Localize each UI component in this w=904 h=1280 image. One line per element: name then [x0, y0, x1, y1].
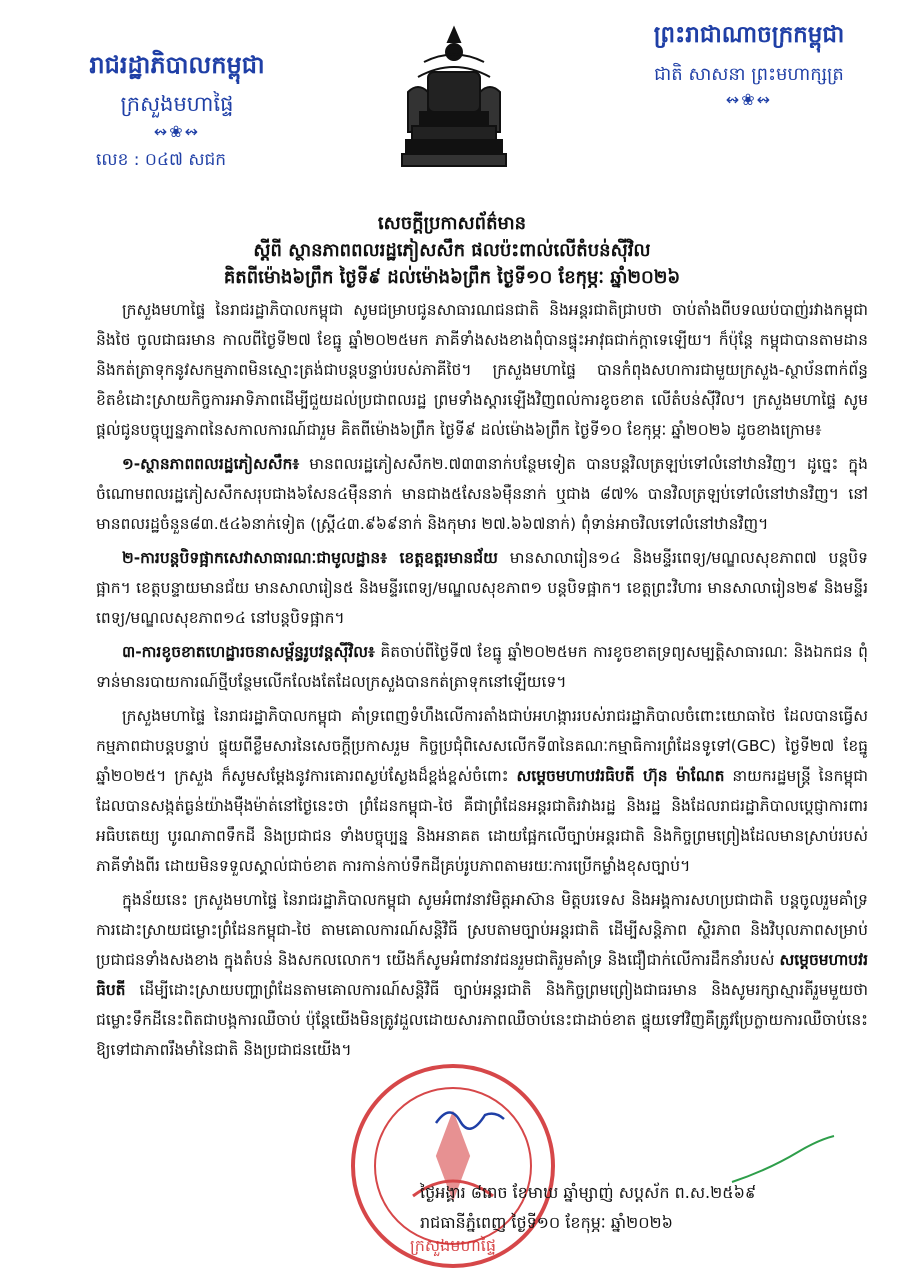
royal-arms-emblem-icon: [398, 22, 510, 172]
government-name: រាជរដ្ឋាភិបាលកម្ពុជា: [89, 51, 265, 79]
title-line-2: ស្តីពី ស្ថានភាពពលរដ្ឋភៀសសឹក ផលប៉ះពាល់លើតំបន់ស៊ីវិល: [253, 240, 651, 261]
section-3-heading: ៣-ការខូចខាតហេដ្ឋារចនាសម្ព័ន្ធរូបវន្តស៊ីវិល៖: [122, 643, 375, 661]
ministry-name: ក្រសួងមហាផ្ទៃ: [120, 92, 234, 116]
national-motto: ជាតិ សាសនា ព្រះមហាក្សត្រ: [654, 64, 844, 85]
section-3-text: គិតចាប់ពីថ្ងៃទី៧ ខែធ្នូ ឆ្នាំ២០២៥មក ការខូចខាតទ្រព្យសម្បត្តិសាធារណៈ និងឯកជន ពុំទាន់មានរបាយការណ៍ថ្មីបន្ថែមលើកលែងតែដែលក្រសួងបានកត់ត្រាទុកនៅឡើយទេ។: [96, 643, 868, 691]
stamp-text: ក្រសួងមហាផ្ទៃ: [409, 1236, 497, 1255]
document-footer: [420, 1178, 860, 1238]
official-seal-stamp-icon: [318, 1046, 588, 1276]
support-paragraph: [96, 701, 868, 881]
intro-text: ក្រសួងមហាផ្ទៃ នៃរាជរដ្ឋាភិបាលកម្ពុជា សូមជម្រាបជូនសាធារណជនជាតិ និងអន្តរជាតិជ្រាបថា ចាប់តាំងពីបទឈប់បាញ់រវាងកម្ពុជា និងថៃ ចូលជាធរមាន កាលពីថ្ងៃទី២៧ ខែធ្នូ ឆ្នាំ២០២៥មក ភាគីទាំងសងខាងពុំបានផ្ទុះអាវុធជាក់ក្តាទេឡើយ។ ក៏ប៉ុន្តែ កម្ពុជាបានតាមដាន និងកត់ត្រាទុកនូវសកម្មភាពមិនស្មោះត្រង់ជាបន្តបន្ទាប់របស់ភាគីថៃ។ ក្រសួងមហាផ្ទៃ បានកំពុងសហការជាមួយក្រសួង-ស្ថាប័នពាក់ព័ន្ធ ខិតខំដោះស្រាយកិច្ចការអាទិភាពដើម្បីជួយដល់ប្រជាពលរដ្ឋ ព្រមទាំងស្តារឡើងវិញពល់ការខូចខាត លើតំបន់ស៊ីវិល។ ក្រសួងមហាផ្ទៃ សូមផ្តល់ជូនបច្ចុប្បន្នភាពនៃសកាលការណ៍ជារួម គិតពីម៉ោង៦ព្រឹក ថ្ងៃទី៩ ដល់ម៉ោង៦ព្រឹក ថ្ងៃទី១០ ខែកុម្ភៈ ឆ្នាំ២០២៦ ដូចខាងក្រោម៖: [96, 301, 868, 439]
support-text-c: នាយករដ្ឋមន្ត្រី នៃកម្ពុជា ដែលបានសង្កត់ធ្ងន់យ៉ាងម៉ឺងម៉ាត់នៅថ្ងៃនេះថា ព្រំដែនកម្ពុជា-ថៃ គឺជាព្រំដែនអន្តរជាតិរវាងរដ្ឋ និងរដ្ឋ និងដែលរាជរដ្ឋាភិបាលប្តេជ្ញាការពារអធិបតេយ្យ បូរណភាពទឹកដី និងប្រជាជន ទាំងបច្ចុប្បន្ន និងអនាគត ដោយផ្អែកលើច្បាប់អន្តរជាតិ និងកិច្ចព្រមព្រៀងដែលមានស្រាប់របស់ភាគីទាំងពីរ ដោយមិនទទួលស្គាល់ជាច់ខាត ការកាន់កាប់ទឹកដីគ្រប់រូបភាពតាមរយៈការប្រើកម្លាំងខុសច្បាប់។: [96, 767, 868, 875]
document-title: [40, 210, 864, 291]
signature-icon: [430, 1093, 510, 1143]
prime-minister-name: សម្តេចមហាបវរធិបតី ហ៊ុន ម៉ាណែត: [516, 767, 725, 785]
section-3-paragraph: [96, 637, 868, 697]
section-2-paragraph: [96, 543, 868, 633]
appeal-text-a: ក្នុងន័យនេះ ក្រសួងមហាផ្ទៃ នៃរាជរដ្ឋាភិបាលកម្ពុជា សូមអំពាវនាវមិត្តអាស៊ាន មិត្តបរទេស និងអង្គការសហប្រជាជាតិ បន្តចូលរួមគាំទ្រការដោះស្រាយជម្លោះព្រំដែនកម្ពុជា-ថៃ តាមគោលការណ៍សន្តិវិធី ស្របតាមច្បាប់អន្តរជាតិ ដើម្បីសន្តិភាព ស្ថិរភាព និងវិបុលភាពសម្រាប់ប្រជាជនទាំងសងខាង ក្នុងតំបន់ និងសកលលោក។ យើងក៏សូមអំពាវនាវជនរួមជាតិរួមគាំទ្រ និងជឿជាក់លើការដឹកនាំរបស់: [96, 891, 868, 969]
kingdom-name: ព្រះរាជាណាចក្រកម្ពុជា: [653, 22, 845, 48]
section-1-heading: ១-ស្ថានភាពពលរដ្ឋភៀសសឹក៖: [122, 455, 300, 473]
document-body: [96, 295, 868, 1069]
section-1-text: មានពលរដ្ឋភៀសសឹក២.៧៣៣នាក់បន្ថែមទៀត បានបន្តវិលត្រឡប់ទៅលំនៅឋានវិញ។ ដូច្នេះ ក្នុងចំណោមពលរដ្ឋភៀសសឹកសរុបជាង៦សែន៤ម៉ឺននាក់ មានជាង៥សែន៦ម៉ឺននាក់ ឬជាង ៨៧% បានវិលត្រឡប់ទៅលំនៅឋានវិញ។ នៅមានពលរដ្ឋចំនួន៨៣.៥៤៦នាក់ទៀត (ស្ត្រី៤៣.៩៦៩នាក់ និងកុមារ ២៧.៦៦៧នាក់) ពុំទាន់អាចវិលទៅលំនៅឋានវិញ។: [96, 455, 868, 533]
section-1-paragraph: [96, 449, 868, 539]
lunar-date: ថ្ងៃអង្គារ ៨រោច ខែមាឃ ឆ្នាំម្សាញ់ សប្តស័ក ព.ស.២៥៦៩: [420, 1183, 757, 1202]
leader-title: សម្តេចមហាបវរធិបតី: [96, 951, 868, 999]
title-line-3: គិតពីម៉ោង៦ព្រឹក ថ្ងៃទី៩ ដល់ម៉ោង៦ព្រឹក ថ្ងៃទី១០ ខែកុម្ភៈ ឆ្នាំ២០២៦: [223, 267, 681, 288]
support-text-a: ក្រសួងមហាផ្ទៃ នៃរាជរដ្ឋាភិបាលកម្ពុជា គាំទ្រពេញទំហឹងលើការតាំងជាប់អហង្ការរបស់រាជរដ្ឋាភិបាលចំពោះយោធាថៃ ដែលបានធ្វើសកម្មភាពជាបន្តបន្ទាប់ ផ្ទុយពីខ្លឹមសារនៃសេចក្តីប្រកាសរួម កិច្ចប្រជុំពិសេសលើកទី៣នៃគណៈកម្មាធិការព្រំដែនទូទៅ(GBC) ថ្ងៃទី២៧ ខែធ្នូ ឆ្នាំ២០២៥។ ក្រសួង ក៏សូមសម្តែងនូវការគោរពស្ងប់ស្ងែងដ៏ខ្ពង់ខ្ពស់ចំពោះ: [96, 707, 868, 785]
section-2-text: មានសាលារៀន១៤ និងមន្ទីរពេទ្យ/មណ្ឌលសុខភាព៧ បន្តបិទផ្អាក។ ខេត្តបន្ទាយមានជ័យ មានសាលារៀន៥ និងមន្ទីរពេទ្យ/មណ្ឌលសុខភាព១ បន្តបិទផ្អាក។ ខេត្តព្រះវិហារ មានសាលារៀន២៩ និងមន្ទីរពេទ្យ/មណ្ឌលសុខភាព១៤ នៅបន្តបិទផ្អាក។: [96, 549, 868, 627]
appeal-text-c: ដើម្បីដោះស្រាយបញ្ហាព្រំដែនតាមគោលការណ៍សន្តិវិធី ច្បាប់អន្តរជាតិ និងកិច្ចព្រមព្រៀងជាធរមាន និងសូមរក្សាស្មារតីរួមមួយថា ជម្លោះទឹកដីនេះពិតជាបង្កការឈឺចាប់ ប៉ុន្តែយើងមិនត្រូវដួលដោយសារភាពឈឺចាប់នេះជាដាច់ខាត ផ្ទុយទៅវិញគឺត្រូវប្រែក្លាយការឈឺចាប់នេះឱ្យទៅជាភាពរឹងមាំនៃជាតិ និងប្រជាជនយើង។: [96, 981, 868, 1059]
place-and-date: រាជធានីភ្នំពេញ ថ្ងៃទី១០ ខែកុម្ភៈ ឆ្នាំ២០២៦: [420, 1213, 673, 1232]
appeal-paragraph: [96, 885, 868, 1065]
section-2-heading: ២-ការបន្តបិទផ្អាកសេវាសាធារណៈជាមូលដ្ឋាន៖ ខេត្តឧត្តរមានជ័យ: [122, 549, 498, 567]
government-header: [62, 48, 292, 174]
intro-paragraph: [96, 295, 868, 445]
reference-number: លេខ : ០៤៧ សជក: [96, 150, 227, 170]
title-line-1: សេចក្តីប្រកាសព័ត៌មាន: [377, 213, 527, 234]
right-ornament: ↭❀↭: [725, 90, 773, 109]
kingdom-header: [624, 18, 874, 109]
left-ornament: ↭❀↭: [153, 122, 201, 141]
